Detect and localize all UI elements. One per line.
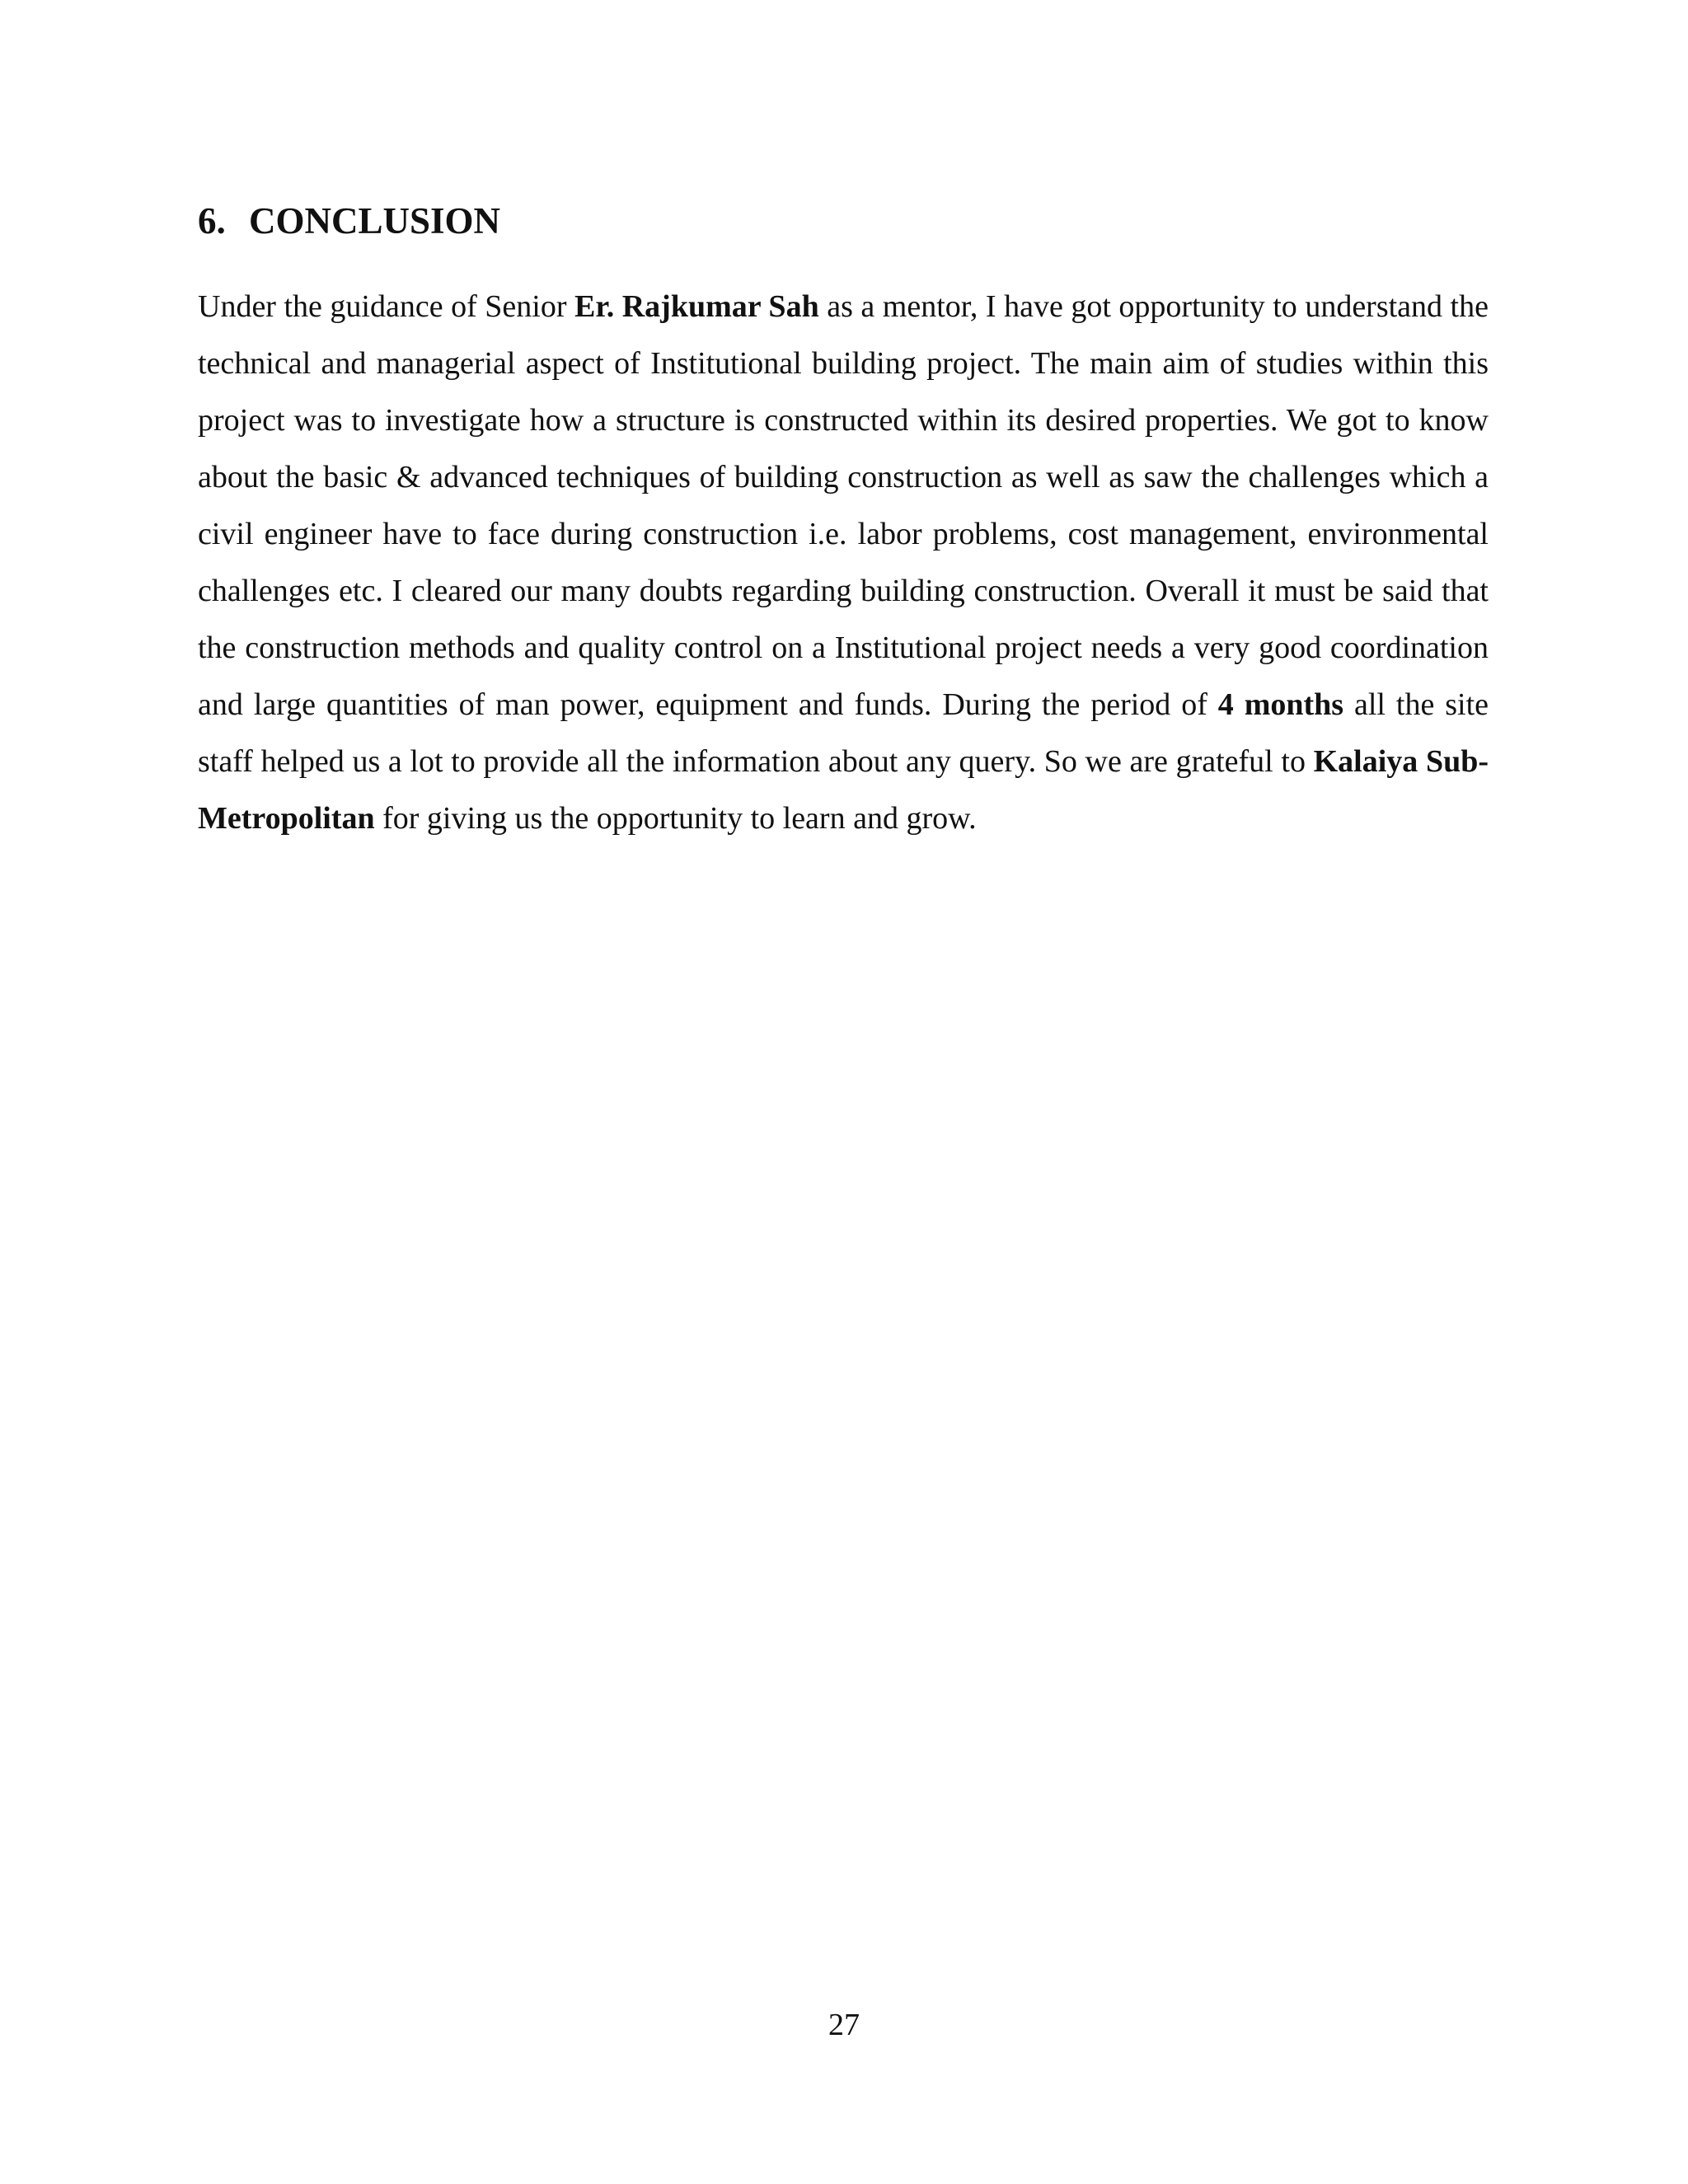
paragraph-text-2: as a mentor, I have got opportunity to understand the technical and managerial aspect of Institutional building project. The main aim of studies within this project was to investigate how a structure is constructed within its desired properties. We got to know about the basic & advanced techniques of building construction as well as saw the challenges which a civil engineer have to face during construction i.e. labor problems, cost management, environmental challenges etc. I cleared our many doubts regarding building construction. Overall it must be said that the construction methods and quality control on a Institutional project needs a very good coordination and large quantities of man power, equipment and funds. During the period of xyxy=(198,289,1489,722)
paragraph-text-3: all the site staff helped us a lot to provide all the information about any query. So we are grateful to xyxy=(198,687,1489,779)
paragraph-text-4: for giving us the opportunity to learn and grow. xyxy=(374,801,977,836)
mentor-name: Er. Rajkumar Sah xyxy=(574,289,819,324)
section-title: CONCLUSION xyxy=(249,200,501,241)
duration: 4 months xyxy=(1217,687,1344,722)
paragraph-text-1: Under the guidance of Senior xyxy=(198,289,574,324)
page-number: 27 xyxy=(828,2008,860,2042)
organization-name: Kalaiya Sub-Metropolitan xyxy=(198,744,1489,836)
conclusion-paragraph xyxy=(198,279,1489,847)
section-number: 6. xyxy=(198,200,226,241)
section-heading xyxy=(198,196,500,246)
